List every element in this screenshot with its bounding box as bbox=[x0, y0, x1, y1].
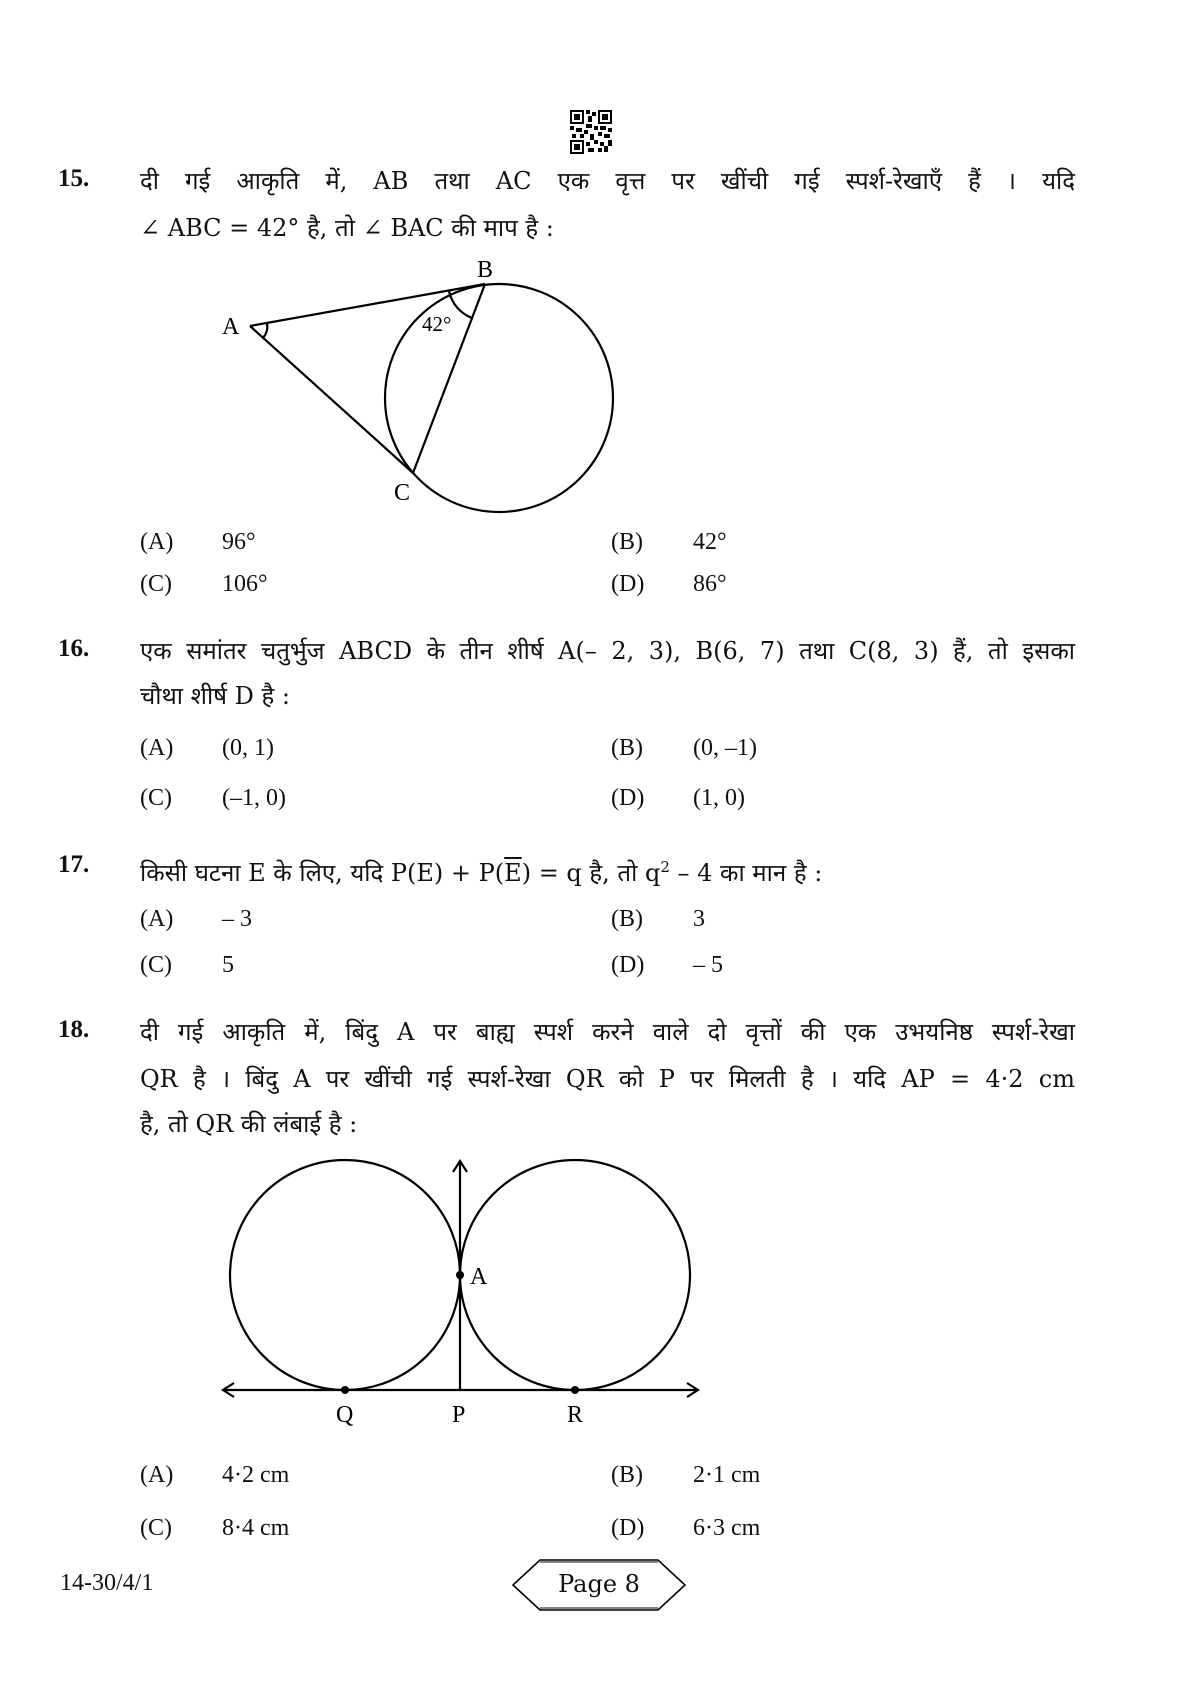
question-text-line-2: चौथा शीर्ष D है : bbox=[140, 682, 291, 710]
page-label: Page 8 bbox=[558, 1570, 640, 1598]
question-text-line-1: दी गई आकृति में, बिंदु A पर बाह्य स्पर्श करने वाले दो वृत्तों की एक उभयनिष्ठ स्पर्श-रेखा bbox=[140, 1018, 1075, 1046]
option-b[interactable]: (B) 2·1 cm bbox=[611, 1462, 761, 1488]
label-p: P bbox=[452, 1402, 466, 1428]
option-c[interactable]: (C) 106° bbox=[140, 571, 268, 597]
paper-code: 14-30/4/1 bbox=[60, 1570, 154, 1596]
label-a: A bbox=[470, 1264, 488, 1290]
option-a[interactable]: (A) (0, 1) bbox=[140, 735, 274, 761]
question-number: 18. bbox=[58, 1016, 90, 1043]
option-a[interactable]: (A) 96° bbox=[140, 529, 256, 555]
question-text-line-1: एक समांतर चतुर्भुज ABCD के तीन शीर्ष A(– 2, 3), B(6, 7) तथा C(8, 3) हैं, तो इसका bbox=[140, 637, 1075, 665]
question-text-line-2: QR है । बिंदु A पर खींची गई स्पर्श-रेखा QR को P पर मिलती है । यदि AP = 4·2 cm bbox=[140, 1065, 1075, 1093]
label-a: A bbox=[222, 314, 240, 340]
angle-label: 42° bbox=[422, 312, 452, 336]
question-number: 15. bbox=[58, 165, 90, 192]
question-text-line-3: है, तो QR की लंबाई है : bbox=[140, 1110, 358, 1138]
question-text-line-1: किसी घटना E के लिए, यदि $P(E) + P(\overline{E}) = q$ है, तो $q^2 - 4$ का मान है : bbox=[140, 858, 823, 887]
question-number: 16. bbox=[58, 635, 90, 662]
label-r: R bbox=[567, 1402, 584, 1428]
complement-e: $\overline{E}$ bbox=[504, 859, 522, 887]
option-c[interactable]: (C) 8·4 cm bbox=[140, 1515, 290, 1541]
label-q: Q bbox=[336, 1402, 354, 1428]
question-text-line-2: ∠ ABC = 42° है, तो ∠ BAC की माप है : bbox=[140, 214, 554, 242]
option-a[interactable]: (A) – 3 bbox=[140, 906, 252, 932]
option-d[interactable]: (D) 86° bbox=[611, 571, 727, 597]
tangent-circle-figure bbox=[0, 0, 1190, 560]
option-d[interactable]: (D) 6·3 cm bbox=[611, 1515, 761, 1541]
option-b[interactable]: (B) (0, –1) bbox=[611, 735, 757, 761]
label-b: B bbox=[477, 257, 494, 283]
question-text-line-1: दी गई आकृति में, AB तथा AC एक वृत्त पर खींची गई स्पर्श-रेखाएँ हैं । यदि bbox=[140, 167, 1075, 195]
option-a[interactable]: (A) 4·2 cm bbox=[140, 1462, 290, 1488]
page-number-badge bbox=[511, 1558, 687, 1612]
option-d[interactable]: (D) (1, 0) bbox=[611, 785, 745, 811]
option-b[interactable]: (B) 3 bbox=[611, 906, 705, 932]
option-c[interactable]: (C) 5 bbox=[140, 952, 234, 978]
option-b[interactable]: (B) 42° bbox=[611, 529, 727, 555]
option-c[interactable]: (C) (–1, 0) bbox=[140, 785, 286, 811]
option-d[interactable]: (D) – 5 bbox=[611, 952, 723, 978]
question-number: 17. bbox=[58, 851, 90, 878]
label-c: C bbox=[394, 480, 411, 506]
